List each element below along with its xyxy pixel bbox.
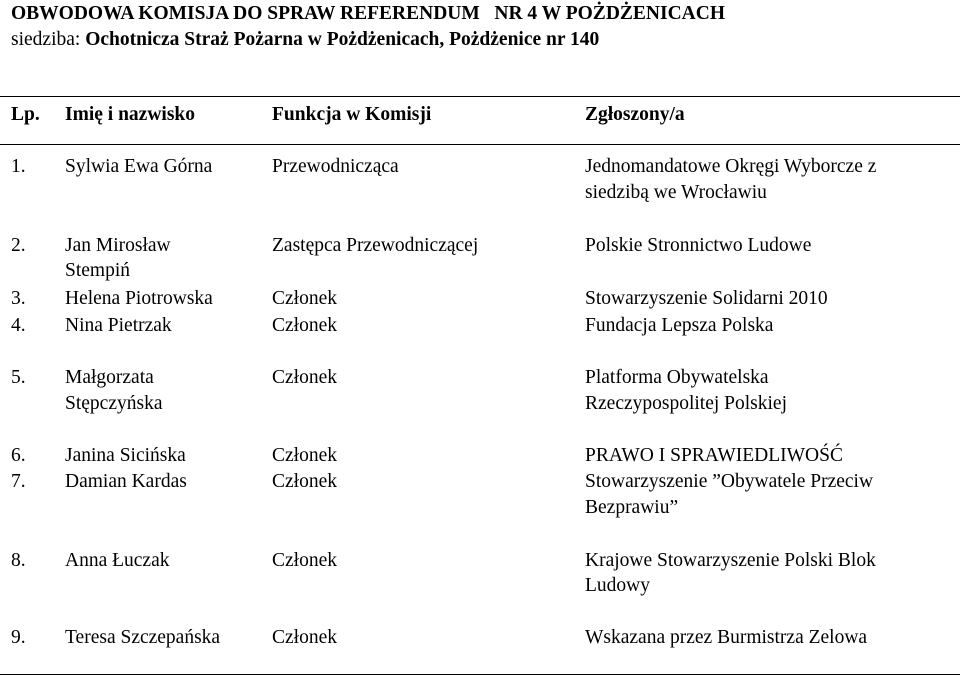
nominated-by: Ludowy (585, 575, 650, 596)
nominated-by: siedzibą we Wrocławiu (585, 182, 767, 203)
member-name: Helena Piotrowska (65, 288, 213, 309)
member-name: Jan Mirosław (65, 235, 171, 256)
member-role: Członek (272, 367, 337, 388)
nominated-by: Polskie Stronnictwo Ludowe (585, 235, 812, 256)
seat-label: siedziba: (11, 29, 86, 50)
row-number: 5. (11, 367, 26, 388)
member-name: Nina Pietrzak (65, 315, 172, 336)
member-name: Stempiń (65, 260, 131, 281)
nominated-by: Stowarzyszenie Solidarni 2010 (585, 288, 828, 309)
nominated-by: Krajowe Stowarzyszenie Polski Blok (585, 550, 876, 571)
column-header-name: Imię i nazwisko (65, 104, 196, 125)
member-name: Damian Kardas (65, 471, 187, 492)
nominated-by: Wskazana przez Burmistrza Zelowa (585, 627, 868, 648)
row-number: 9. (11, 627, 26, 648)
member-role: Członek (272, 288, 337, 309)
column-header-lp: Lp. (11, 104, 40, 125)
committee-title: OBWODOWA KOMISJA DO SPRAW REFERENDUM NR 4 W POŻDŻENICACH (11, 3, 725, 24)
row-number: 1. (11, 156, 26, 177)
nominated-by: PRAWO I SPRAWIEDLIWOŚĆ (585, 445, 843, 466)
row-number: 3. (11, 288, 26, 309)
table-top-border (0, 96, 960, 97)
nominated-by: Platforma Obywatelska (585, 367, 769, 388)
column-header-role: Funkcja w Komisji (272, 104, 432, 125)
member-role: Członek (272, 445, 337, 466)
row-number: 8. (11, 550, 26, 571)
member-name: Anna Łuczak (65, 550, 170, 571)
row-number: 4. (11, 315, 26, 336)
member-role: Członek (272, 550, 337, 571)
row-number: 6. (11, 445, 26, 466)
header-separator (0, 144, 960, 145)
nominated-by: Fundacja Lepsza Polska (585, 315, 774, 336)
nominated-by: Stowarzyszenie ”Obywatele Przeciw (585, 471, 874, 492)
nominated-by: Jednomandatowe Okręgi Wyborcze z (585, 156, 877, 177)
member-name: Janina Sicińska (65, 445, 186, 466)
member-name: Małgorzata (65, 367, 154, 388)
seat-address: Ochotnicza Straż Pożarna w Pożdżenicach, Pożdżenice nr 140 (85, 29, 600, 50)
nominated-by: Rzeczypospolitej Polskiej (585, 393, 788, 414)
member-name: Stępczyńska (65, 393, 163, 414)
row-number: 7. (11, 471, 26, 492)
member-role: Zastępca Przewodniczącej (272, 235, 479, 256)
member-name: Sylwia Ewa Górna (65, 156, 213, 177)
committee-seat (11, 29, 599, 51)
member-name: Teresa Szczepańska (65, 627, 221, 648)
member-role: Przewodnicząca (272, 156, 399, 177)
row-number: 2. (11, 235, 26, 256)
member-role: Członek (272, 315, 337, 336)
member-role: Członek (272, 627, 337, 648)
nominated-by: Bezprawiu” (585, 497, 679, 518)
table-bottom-border (0, 674, 960, 675)
member-role: Członek (272, 471, 337, 492)
column-header-nominated: Zgłoszony/a (585, 104, 685, 125)
